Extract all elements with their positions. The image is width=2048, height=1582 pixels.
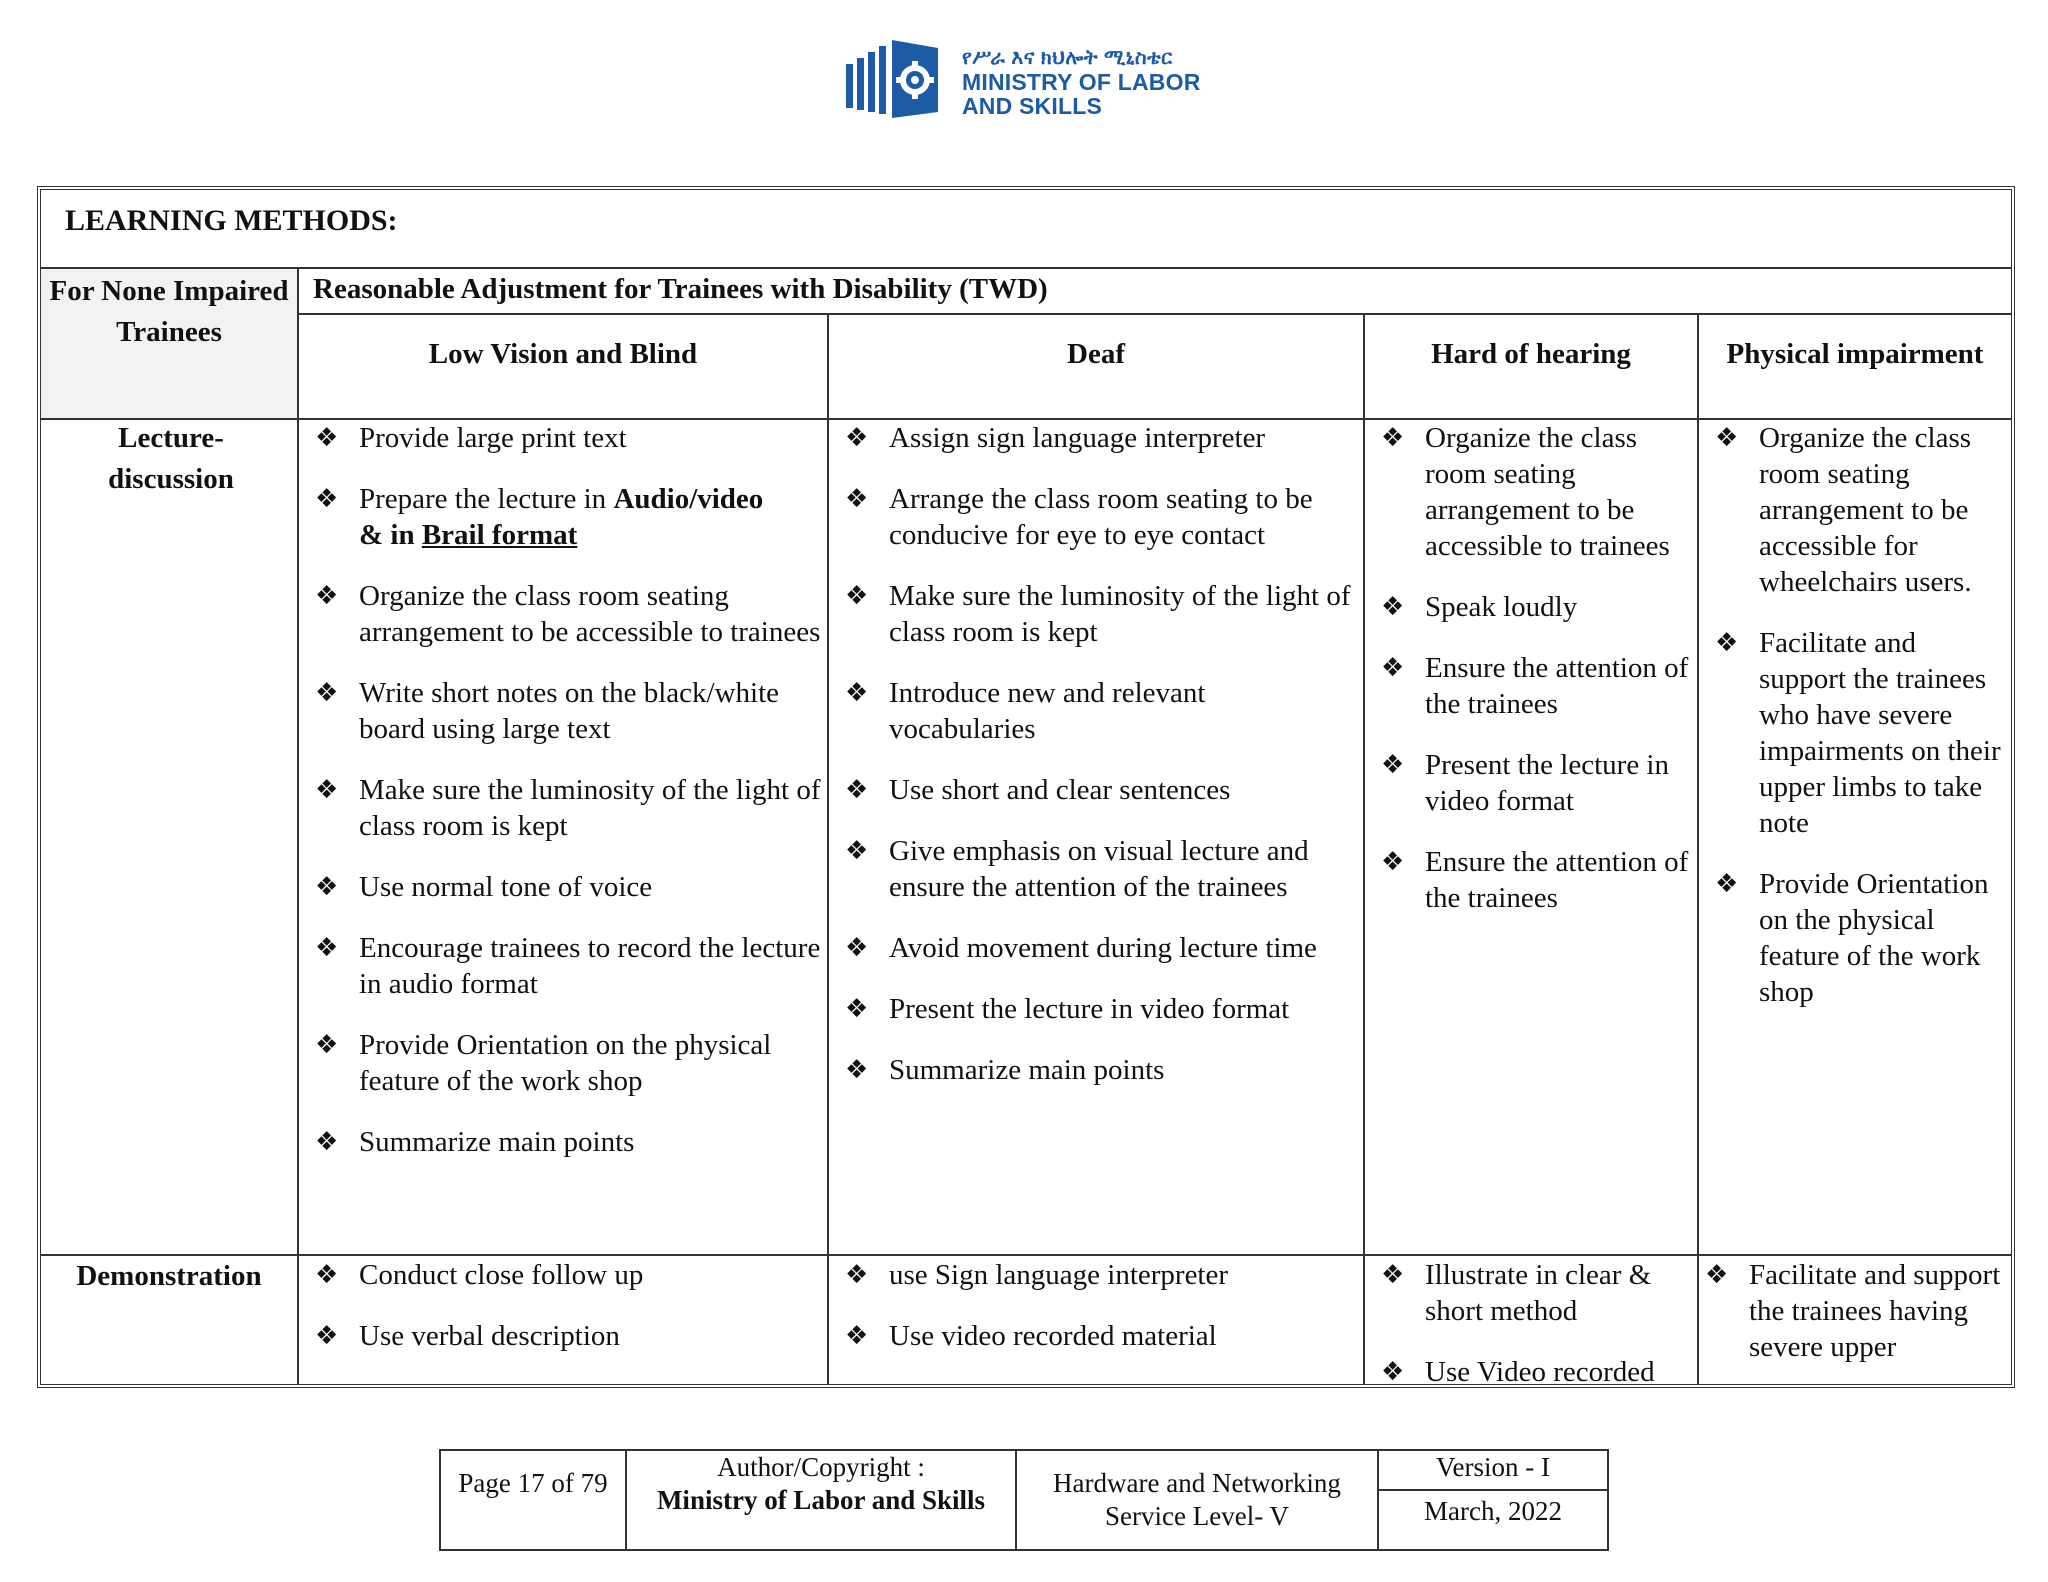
lecture-deaf-list [841, 420, 1359, 1088]
header-physical-impairment: Physical impairment [1726, 338, 1984, 370]
list-item: ❖ Illustrate in clear & short method [1377, 1257, 1695, 1329]
list-item: ❖ Facilitate and support the trainees who have severe impairments on their upper limbs to take note [1711, 625, 2009, 841]
list-item: ❖ Ensure the attention of the trainees [1377, 844, 1695, 916]
list-item: ❖ Organize the class room seating arrangement to be accessible for wheelchairs users. [1711, 420, 2009, 600]
list-item: ❖ Give emphasis on visual lecture and ensure the attention of the trainees [841, 833, 1359, 905]
list-item: ❖ Provide Orientation on the physical feature of the work shop [1711, 866, 2009, 1010]
list-item: ❖ Provide Orientation on the physical feature of the work shop [311, 1027, 823, 1099]
lecture-hard-of-hearing-cell [1377, 420, 1695, 941]
footer-date: March, 2022 [1424, 1496, 1562, 1526]
row-label-demonstration: Demonstration [76, 1260, 262, 1292]
list-item-bold-text: Audio/video [613, 483, 764, 515]
demo-physical-list [1701, 1257, 2009, 1365]
logo-amharic-name: የሥራ እና ክህሎት ሚኒስቴር [962, 47, 1173, 69]
demo-hard-of-hearing-cell [1377, 1257, 1695, 1415]
ministry-logo-icon [846, 36, 942, 118]
footer-page-number: Page 17 of 79 [458, 1468, 608, 1498]
learning-methods-table [37, 186, 2015, 1388]
list-item: ❖ Avoid movement during lecture time [841, 930, 1359, 966]
divider [41, 1254, 2011, 1256]
divider [297, 267, 299, 1384]
list-item: ❖ Introduce new and relevant vocabularies [841, 675, 1359, 747]
list-item: ❖ use Sign language interpreter [841, 1257, 1359, 1293]
divider [297, 313, 2011, 315]
footer-author-name: Ministry of Labor and Skills [656, 1485, 986, 1515]
list-item: ❖ Make sure the luminosity of the light of class room is kept [311, 772, 823, 844]
list-item: ❖ Use verbal description [311, 1318, 823, 1354]
list-item: ❖ Present the lecture in video format [1377, 747, 1695, 819]
ministry-logo-text [962, 46, 1201, 118]
demo-hard-of-hearing-list [1377, 1257, 1695, 1390]
footer-author-label: Author/Copyright : [717, 1452, 925, 1482]
list-item [311, 481, 823, 553]
divider [1697, 313, 1699, 1384]
demo-deaf-cell [841, 1257, 1359, 1379]
list-item: ❖ Use video recorded material [841, 1318, 1359, 1354]
list-item: ❖ Arrange the class room seating to be conducive for eye to eye contact [841, 481, 1359, 553]
col0-header: For None Impaired Trainees [41, 269, 297, 418]
divider [827, 313, 829, 1384]
brail-format-emphasis: Brail format [421, 519, 578, 551]
row-label-lecture: Lecture-discussion [108, 422, 234, 495]
demo-low-vision-list [311, 1257, 823, 1354]
demo-low-vision-cell [311, 1257, 823, 1379]
list-item: ❖ Summarize main points [841, 1052, 1359, 1088]
header-low-vision: Low Vision and Blind [428, 338, 698, 370]
page-footer [439, 1449, 1609, 1551]
demo-deaf-list [841, 1257, 1359, 1354]
footer-course-line2: Service Level- V [1105, 1501, 1289, 1531]
table-title: LEARNING METHODS: [65, 204, 398, 237]
list-item: ❖ Organize the class room seating arrangement to be accessible to trainees [311, 578, 823, 650]
list-item: ❖ Speak loudly [1377, 589, 1695, 625]
footer-author [627, 1451, 1015, 1549]
list-item: ❖ Facilitate and support the trainees having severe upper [1701, 1257, 2009, 1365]
list-item-text: Prepare the lecture in [359, 483, 614, 515]
header-hard-of-hearing: Hard of hearing [1431, 338, 1631, 370]
list-item: ❖ Encourage trainees to record the lecture in audio format [311, 930, 823, 1002]
footer-course [1017, 1451, 1377, 1549]
list-item: ❖ Use short and clear sentences [841, 772, 1359, 808]
lecture-low-vision-list [311, 420, 823, 1160]
list-item: ❖ Ensure the attention of the trainees [1377, 650, 1695, 722]
lecture-hard-of-hearing-list [1377, 420, 1695, 916]
list-item: ❖ Make sure the luminosity of the light of class room is kept [841, 578, 1359, 650]
list-item: ❖ Organize the class room seating arrangement to be accessible to trainees [1377, 420, 1695, 564]
lecture-deaf-cell [841, 420, 1359, 1113]
list-item: ❖ Provide large print text [311, 420, 823, 456]
lecture-low-vision-cell [311, 420, 823, 1185]
ministry-logo [846, 28, 1206, 120]
list-item: ❖ Conduct close follow up [311, 1257, 823, 1293]
list-item: ❖ Present the lecture in video format [841, 991, 1359, 1027]
footer-version: Version - I [1379, 1451, 1607, 1491]
list-item: ❖ Write short notes on the black/white board using large text [311, 675, 823, 747]
lecture-physical-cell [1711, 420, 2009, 1035]
footer-course-line1: Hardware and Networking [1053, 1468, 1341, 1498]
divider [1363, 313, 1365, 1384]
list-item: ❖ Use Video recorded [1377, 1354, 1695, 1390]
list-item: ❖ Summarize main points [311, 1124, 823, 1160]
lecture-physical-list [1711, 420, 2009, 1010]
logo-english-line1: MINISTRY OF LABOR [962, 69, 1201, 95]
demo-physical-cell [1701, 1257, 2009, 1390]
list-item-bold-text: & in [359, 519, 422, 551]
group-header: Reasonable Adjustment for Trainees with Disability (TWD) [313, 273, 1048, 305]
logo-english-line2: AND SKILLS [962, 93, 1102, 119]
list-item: ❖ Use normal tone of voice [311, 869, 823, 905]
divider [41, 267, 2011, 269]
header-deaf: Deaf [1067, 338, 1125, 370]
list-item: ❖ Assign sign language interpreter [841, 420, 1359, 456]
